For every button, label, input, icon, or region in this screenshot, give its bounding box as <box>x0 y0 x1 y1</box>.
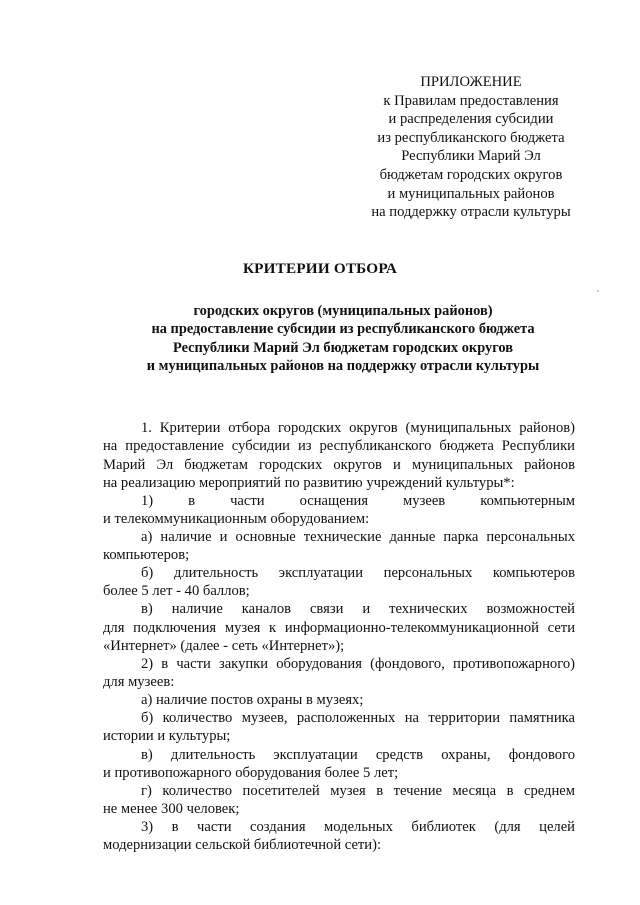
body-line: в) наличие каналов связи и технических возможностей <box>141 601 575 617</box>
body-line: модернизации сельской библиотечной сети): <box>103 837 382 853</box>
body-line: не менее 300 человек; <box>103 801 240 817</box>
body-line: 2) в части закупки оборудования (фондового, противопожарного) <box>141 656 575 672</box>
body-line: более 5 лет - 40 баллов; <box>103 583 250 599</box>
subtitle-line: городских округов (муниципальных районов) <box>193 303 493 319</box>
appendix-line: и муниципальных районов <box>387 185 555 202</box>
body-line: в) длительность эксплуатации средств охраны, фондового <box>141 747 575 763</box>
subtitle-line: и муниципальных районов на поддержку отрасли культуры <box>146 358 540 375</box>
body-line: и противопожарного оборудования более 5 лет; <box>103 765 399 781</box>
appendix-line: ПРИЛОЖЕНИЕ <box>420 74 522 90</box>
body-line: а) наличие и основные технические данные парка персональных <box>141 529 575 545</box>
appendix-line: бюджетам городских округов <box>379 166 563 183</box>
appendix-line: к Правилам предоставления <box>383 92 559 109</box>
body-line: истории и культуры; <box>103 728 231 744</box>
body-line: б) длительность эксплуатации персональных компьютеров <box>141 565 575 581</box>
document-title: КРИТЕРИИ ОТБОРА <box>242 260 398 277</box>
subtitle-line: Республики Марий Эл бюджетам городских округов <box>172 339 514 356</box>
appendix-line: из республиканского бюджета <box>377 129 565 146</box>
body-line: для подключения музея к информационно-телекоммуникационной сети <box>103 620 575 636</box>
body-line: и телекоммуникационным оборудованием: <box>103 511 370 527</box>
body-line: 3) в части создания модельных библиотек (для целей <box>141 819 575 835</box>
body-line: а) наличие постов охраны в музеях; <box>141 692 364 708</box>
body-line: для музеев: <box>103 674 175 690</box>
appendix-line: и распределения субсидии <box>388 111 554 128</box>
body-line: г) количество посетителей музея в течение месяца в среднем <box>141 783 575 799</box>
appendix-line: Республики Марий Эл <box>401 148 541 165</box>
body-line: б) количество музеев, расположенных на территории памятника <box>141 710 575 726</box>
body-line: 1. Критерии отбора городских округов (муниципальных районов) <box>141 420 575 436</box>
scan-speck <box>597 290 599 292</box>
body-line: на предоставление субсидии из республиканского бюджета Республики <box>103 438 575 454</box>
body-line: Марий Эл бюджетам городских округов и муниципальных районов <box>103 457 575 473</box>
appendix-header <box>352 73 590 222</box>
body-line: «Интернет» (далее - сеть «Интернет»); <box>103 638 345 654</box>
appendix-line: на поддержку отрасли культуры <box>371 204 571 221</box>
body-line: 1) в части оснащения музеев компьютерным <box>141 493 575 509</box>
body-line: на реализацию мероприятий по развитию учреждений культуры*: <box>103 475 515 491</box>
body-line: компьютеров; <box>103 547 190 563</box>
subtitle-line: на предоставление субсидии из республиканского бюджета <box>151 321 535 338</box>
document-subtitle <box>100 302 586 376</box>
